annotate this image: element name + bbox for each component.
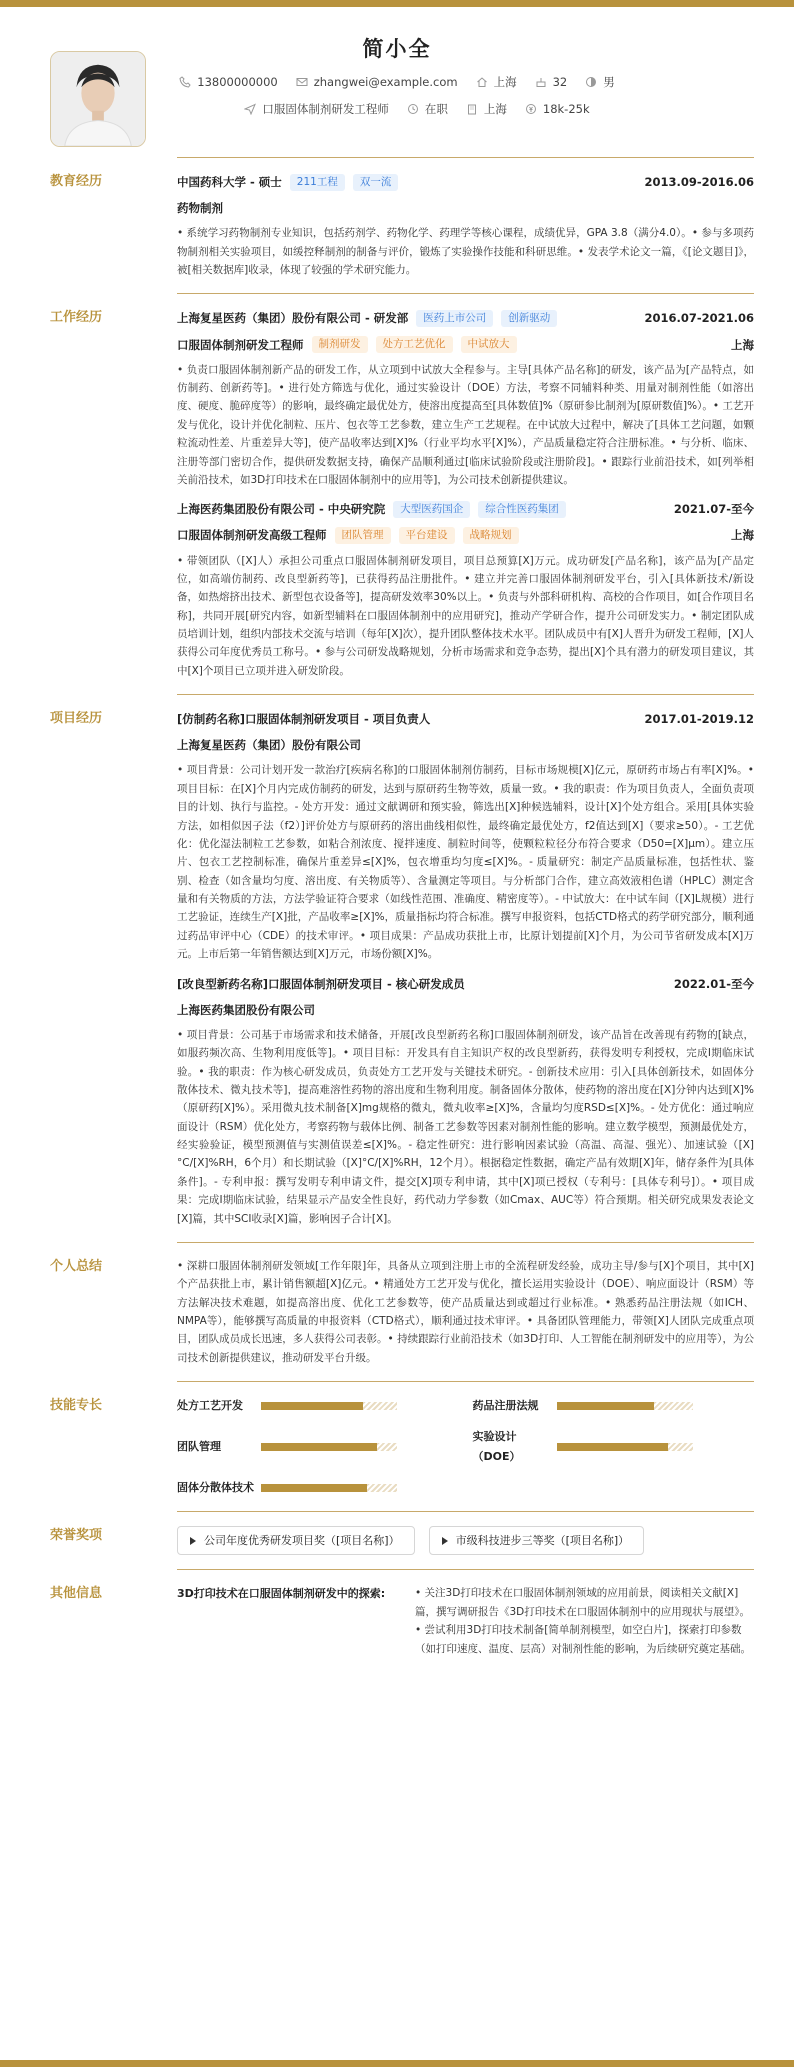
section-title: 个人总结 [50,1258,103,1274]
major: 药物制剂 [177,201,223,216]
work-section [0,293,794,694]
resume-header [0,7,794,157]
city-info [476,72,517,92]
summary-body [177,1242,754,1381]
section-title: 荣誉奖项 [50,1528,103,1544]
skill-item [177,1396,459,1415]
skill-bar [557,1402,693,1410]
send-icon [244,103,256,115]
role-tag: 平台建设 [399,527,455,544]
skills-grid [177,1396,754,1497]
project-date: 2017.01-2019.12 [644,712,754,727]
phone-icon [179,76,191,88]
building-icon [466,103,478,115]
skill-item [177,1478,459,1497]
work-city: 上海 [731,337,754,352]
projects-section [0,694,794,1242]
city-text: 上海 [493,75,517,90]
age-info [535,72,568,92]
status-text: 在职 [424,101,448,116]
award-text: 市级科技进步三等奖（[项目名称]） [455,1534,630,1548]
skill-bar [261,1443,397,1451]
avatar [50,51,146,147]
project-description: • 项目背景：公司计划开发一款治疗[疾病名称]的口服固体制剂仿制药，目标市场规模[X]亿元，原研药市场占有率[X]%。• 项目目标：在[X]个月内完成仿制药的研发，达到与原研药生物等效，质量一致。• 我的职责：作为项目负责人，全面负责项目的计划、执行与监控。- 处方开发：通过文献调研和预实验，筛选出[X]种候选辅料，设计[X]个处方组合。采用[具体实验方法，如相似因子法（f2）]评价处方与原研药的溶出曲线相似性，最终确定最优处方，f2值达到[X]（要求≥50）。- 工艺优化：优化湿法制粒工艺参数，如粘合剂浓度、搅拌速度、制粒时间等，使颗粒粒径分布符合要求（D50=[X]μm）。建立压片、包衣工艺控制标准，确保片重差异≤[X]%，包衣增重均匀度≤[X]%。- 质量研究：制定产品质量标准，包括性状、鉴别、检查（如含量均匀度、溶出度、有关物质等）、含量测定等项目。与分析部门合作，建立高效液相色谱（HPLC）测定含量和有关物质的方法，方法学验证符合要求（如线性范围、准确度、精密度等）。- 中试放大：在中试车间（[X]L规模）进行工艺验证，连续生产[X]批，产品收率≥[X]%，质量指标均符合标准。撰写申报资料，包括CTD格式的药学研究部分，顺利通过药品审评中心（CDE）的技术审评。• 项目成果：产品成功获批上市，比原计划提前[X]个月，为公司节省研发成本[X]万元。上市后第一年销售额达到[X]万元，市场份额[X]%。 [177,764,754,961]
other-body [177,1569,754,1672]
skill-bar-rest [668,1443,692,1451]
award-item [177,1526,415,1555]
role-tag: 制剂研发 [312,336,368,353]
section-title: 工作经历 [50,310,103,326]
section-title: 其他信息 [50,1586,103,1602]
company-name: 上海医药集团股份有限公司 - 中央研究院 [177,502,386,517]
target-role-info [244,99,389,119]
top-accent-bar [0,0,794,7]
skill-item [473,1396,755,1415]
section-title: 教育经历 [50,174,103,189]
salary-info [525,99,590,119]
work-date: 2021.07-至今 [673,502,754,517]
awards-section [0,1511,794,1569]
section-title: 项目经历 [50,711,103,727]
skill-name: 团队管理 [177,1440,221,1453]
gender-info [585,72,615,92]
phone-text: 13800000000 [197,75,278,90]
school-tag: 211工程 [290,174,345,191]
education-description: • 系统学习药物制剂专业知识，包括药剂学、药物化学、药理学等核心课程，成绩优异，GPA 3.8（满分4.0）。• 参与多项药物制剂相关实验项目，如缓控释制剂的制备与评价，锻炼了实验操作技能和科研思维。• 发表学术论文一篇，《[论文题目]》，被[相关数据库]收录，体现了较强的学术研究能力。 [177,227,754,276]
work-date: 2016.07-2021.06 [644,311,754,326]
company-tag: 综合性医药集团 [478,501,566,518]
skill-name: 固体分散体技术 [177,1480,254,1494]
project-company: 上海复星医药（集团）股份有限公司 [177,738,361,753]
target-city-text: 上海 [483,101,507,116]
company-tag: 创新驱动 [501,310,557,327]
award-item [429,1526,645,1555]
skill-bar-fill [261,1484,367,1492]
skills-body [177,1381,754,1511]
job-title: 口服固体制剂研发高级工程师 [177,528,327,543]
role-tag: 团队管理 [335,527,391,544]
email-info [296,72,458,92]
work-entry [177,499,754,680]
coin-icon [525,103,537,115]
skill-bar-fill [557,1443,669,1451]
company-name: 上海复星医药（集团）股份有限公司 - 研发部 [177,311,409,326]
status-info [407,99,448,119]
role-tag: 处方工艺优化 [376,336,453,353]
skill-bar-rest [377,1443,397,1451]
school-name: 中国药科大学 - 硕士 [177,175,282,189]
skill-bar-fill [557,1402,655,1410]
skill-bar-fill [261,1443,377,1451]
school-tag: 双一流 [353,174,399,191]
section-title: 技能专长 [50,1398,103,1414]
skill-bar-rest [363,1402,397,1410]
project-entry [177,709,754,963]
project-company: 上海医药集团股份有限公司 [177,1002,315,1017]
role-tag: 中试放大 [461,336,517,353]
salary-text: 18k-25k [542,101,590,116]
home-icon [476,76,488,88]
job-title: 口服固体制剂研发工程师 [177,337,304,352]
clock-icon [407,103,419,115]
role-tag: 战略规划 [463,527,519,544]
bottom-accent-bar [0,2060,794,2067]
person-portrait-icon [51,51,145,147]
award-text: 公司年度优秀研发项目奖（[项目名称]） [204,1534,400,1548]
play-arrow-icon [442,1537,448,1545]
summary-description: • 深耕口服固体制剂研发领域[工作年限]年，具备从立项到注册上市的全流程研发经验，成功主导/参与[X]个项目，其中[X]个产品获批上市，累计销售额超[X]亿元。• 精通处方工艺开发与优化，擅长运用实验设计（DOE）、响应面设计（RSM）等方法解决技术难题，如提高溶出度、优化工艺参数等，使产品质量达到或超过行业标准。• 熟悉药品注册法规（如ICH、NMPA等），能够撰写高质量的申报资料（CTD格式），顺利通过技术审评。• 具备团队管理能力，带领[X]人团队完成重点项目，团队成员成长迅速，多人获得公司表彰。• 持续跟踪行业前沿技术（如3D打印、人工智能在制剂研发中的应用等），为公司技术创新提供建议，推动研发平台升级。 [177,1259,754,1364]
skill-item [177,1427,459,1466]
play-arrow-icon [190,1537,196,1545]
skill-item [473,1427,755,1466]
email-text: zhangwei@example.com [313,75,458,90]
cake-icon [535,76,547,88]
other-section [0,1569,794,1672]
skill-bar [261,1484,397,1492]
project-title: [改良型新药名称]口服固体制剂研发项目 - 核心研发成员 [177,976,465,991]
work-body [177,293,754,694]
summary-section [0,1242,794,1381]
target-city-info [466,99,507,119]
awards-body [177,1511,754,1569]
project-title: [仿制药名称]口服固体制剂研发项目 - 项目负责人 [177,712,431,727]
other-item-title: 3D打印技术在口服固体制剂研发中的探索: [177,1587,386,1601]
skills-section [0,1381,794,1511]
gender-icon [585,76,597,88]
company-tag: 大型医药国企 [393,501,470,518]
skill-bar-fill [261,1402,363,1410]
education-date: 2013.09-2016.06 [644,175,754,189]
work-description: • 负责口服固体制剂新产品的研发工作，从立项到中试放大全程参与。主导[具体产品名称]的研发，该产品为[产品特点，如仿制药、创新药等]。• 进行处方筛选与优化，通过实验设计（DOE）方法，考察不同辅料种类、用量对制剂性能（如溶出度、硬度、脆碎度等）的影响，最终确定最优处方，使溶出度提高至[具体数值]%（原研参比制剂为[原研数值]%）。• 工艺开发与优化，设计并优化制粒、压片、包衣等工艺参数，建立生产工艺规程。在中试放大过程中，解决了[具体工艺问题，如颗粒流动性差、片重差异大等]，使产品收率达到[X]%（行业平均水平[X]%），产品质量稳定符合注册标准。• 与分析、临床、注册等部门密切合作，提供研发数据支持，确保产品顺利通过[临床试验阶段或注册阶段]。• 跟踪行业前沿技术，如[列举相关前沿技术，如3D打印技术在口服固体制剂中的应用等]，为公司技术创新提供建议。 [177,363,754,486]
education-body [177,157,754,293]
age-text: 32 [552,75,568,90]
skill-name: 药品注册法规 [472,1399,539,1413]
target-role-text: 口服固体制剂研发工程师 [262,101,389,116]
company-tag: 医药上市公司 [416,310,493,327]
mail-icon [296,76,308,88]
project-entry [177,974,754,1228]
project-date: 2022.01-至今 [673,976,754,991]
education-header [177,172,754,192]
work-entry [177,308,754,489]
other-item-text: • 关注3D打印技术在口服固体制剂领域的应用前景，阅读相关文献[X]篇，撰写调研报告《3D打印技术在口服固体制剂中的应用现状与展望》。• 尝试利用3D打印技术制备[简单制剂模型，如空白片]，探索打印参数（如打印速度、温度、层高）对制剂性能的影响，为后续研究奠定基础。 [415,1587,751,1655]
work-city: 上海 [731,528,754,543]
projects-body [177,694,754,1242]
gender-text: 男 [603,75,615,90]
work-description: • 带领团队（[X]人）承担公司重点口服固体制剂研发项目，项目总预算[X]万元。成功研发[产品名称]，该产品为[产品定位，如高端仿制药、改良型新药等]，已获得药品注册批件。• 建立并完善口服固体制剂研发平台，引入[具体新技术/新设备，如热熔挤出技术、新型包衣设备等]，提高研发效率30%以上。• 负责与外部科研机构、高校的合作项目，如[合作项目名称]，共同开展[研究内容，如新型辅料在口服固体制剂中的应用研究]，推动产学研合作，提升公司研发实力。• 制定团队成员培训计划，组织内部技术交流与培训（每年[X]次），提升团队整体技术水平。团队成员中有[X]人晋升为研发工程师，[X]人获得公司年度优秀员工称号。• 参与公司研发战略规划，分析市场需求和竞争态势，提出[X]个具有潜力的研发项目建议，其中[X]个项目已立项并进入研发阶段。 [177,554,754,677]
candidate-name: 简小全 [362,37,432,61]
skill-bar [557,1443,693,1451]
skill-bar-rest [654,1402,692,1410]
skill-bar [261,1402,397,1410]
project-description: • 项目背景：公司基于市场需求和技术储备，开展[改良型新药名称]口服固体制剂研发，该产品旨在改善现有药物的[缺点，如服药频次高、生物利用度低等]。• 项目目标：开发具有自主知识产权的改良型新药，获得发明专利授权，完成I期临床试验。• 我的职责：作为核心研发成员，负责处方工艺开发与关键技术研究。- 创新技术应用：引入[具体创新技术，如固体分散体技术、微丸技术等]，提高难溶性药物的溶出度和生物利用度。制备固体分散体，使药物的溶出度在[X]分钟内达到[X]%（原研药[X]%）。采用微丸技术制备[X]mg规格的微丸，微丸收率≥[X]%，含量均匀度RSD≤[X]%。- 处方优化：通过响应面设计（RSM）优化处方，考察药物与载体比例、制备工艺参数等因素对制剂性能的影响。建立数学模型，预测最优处方，经实验验证，模型预测值与实测值误差≤[X]%。- 稳定性研究：进行影响因素试验（高温、高湿、强光）、加速试验（[X]°C/[X]%RH，6个月）和长期试验（[X]°C/[X]%RH，12个月）。根据稳定性数据，确定产品有效期[X]年，储存条件为[具体条件]。- 专利申报：撰写发明专利申请文件，提交[X]项专利申请，其中[X]项已授权（专利号：[具体专利号]）。• 项目成果：完成I期临床试验，结果显示产品安全性良好，药代动力学参数（如Cmax、AUC等）符合预期。相关研究成果发表论文[X]篇，其中SCI收录[X]篇，影响因子合计[X]。 [177,1028,754,1225]
skill-bar-rest [367,1484,397,1492]
skill-name: 处方工艺开发 [177,1399,243,1413]
education-section [0,157,794,293]
skill-name: 实验设计（DOE） [472,1430,521,1463]
phone-info [179,72,277,92]
